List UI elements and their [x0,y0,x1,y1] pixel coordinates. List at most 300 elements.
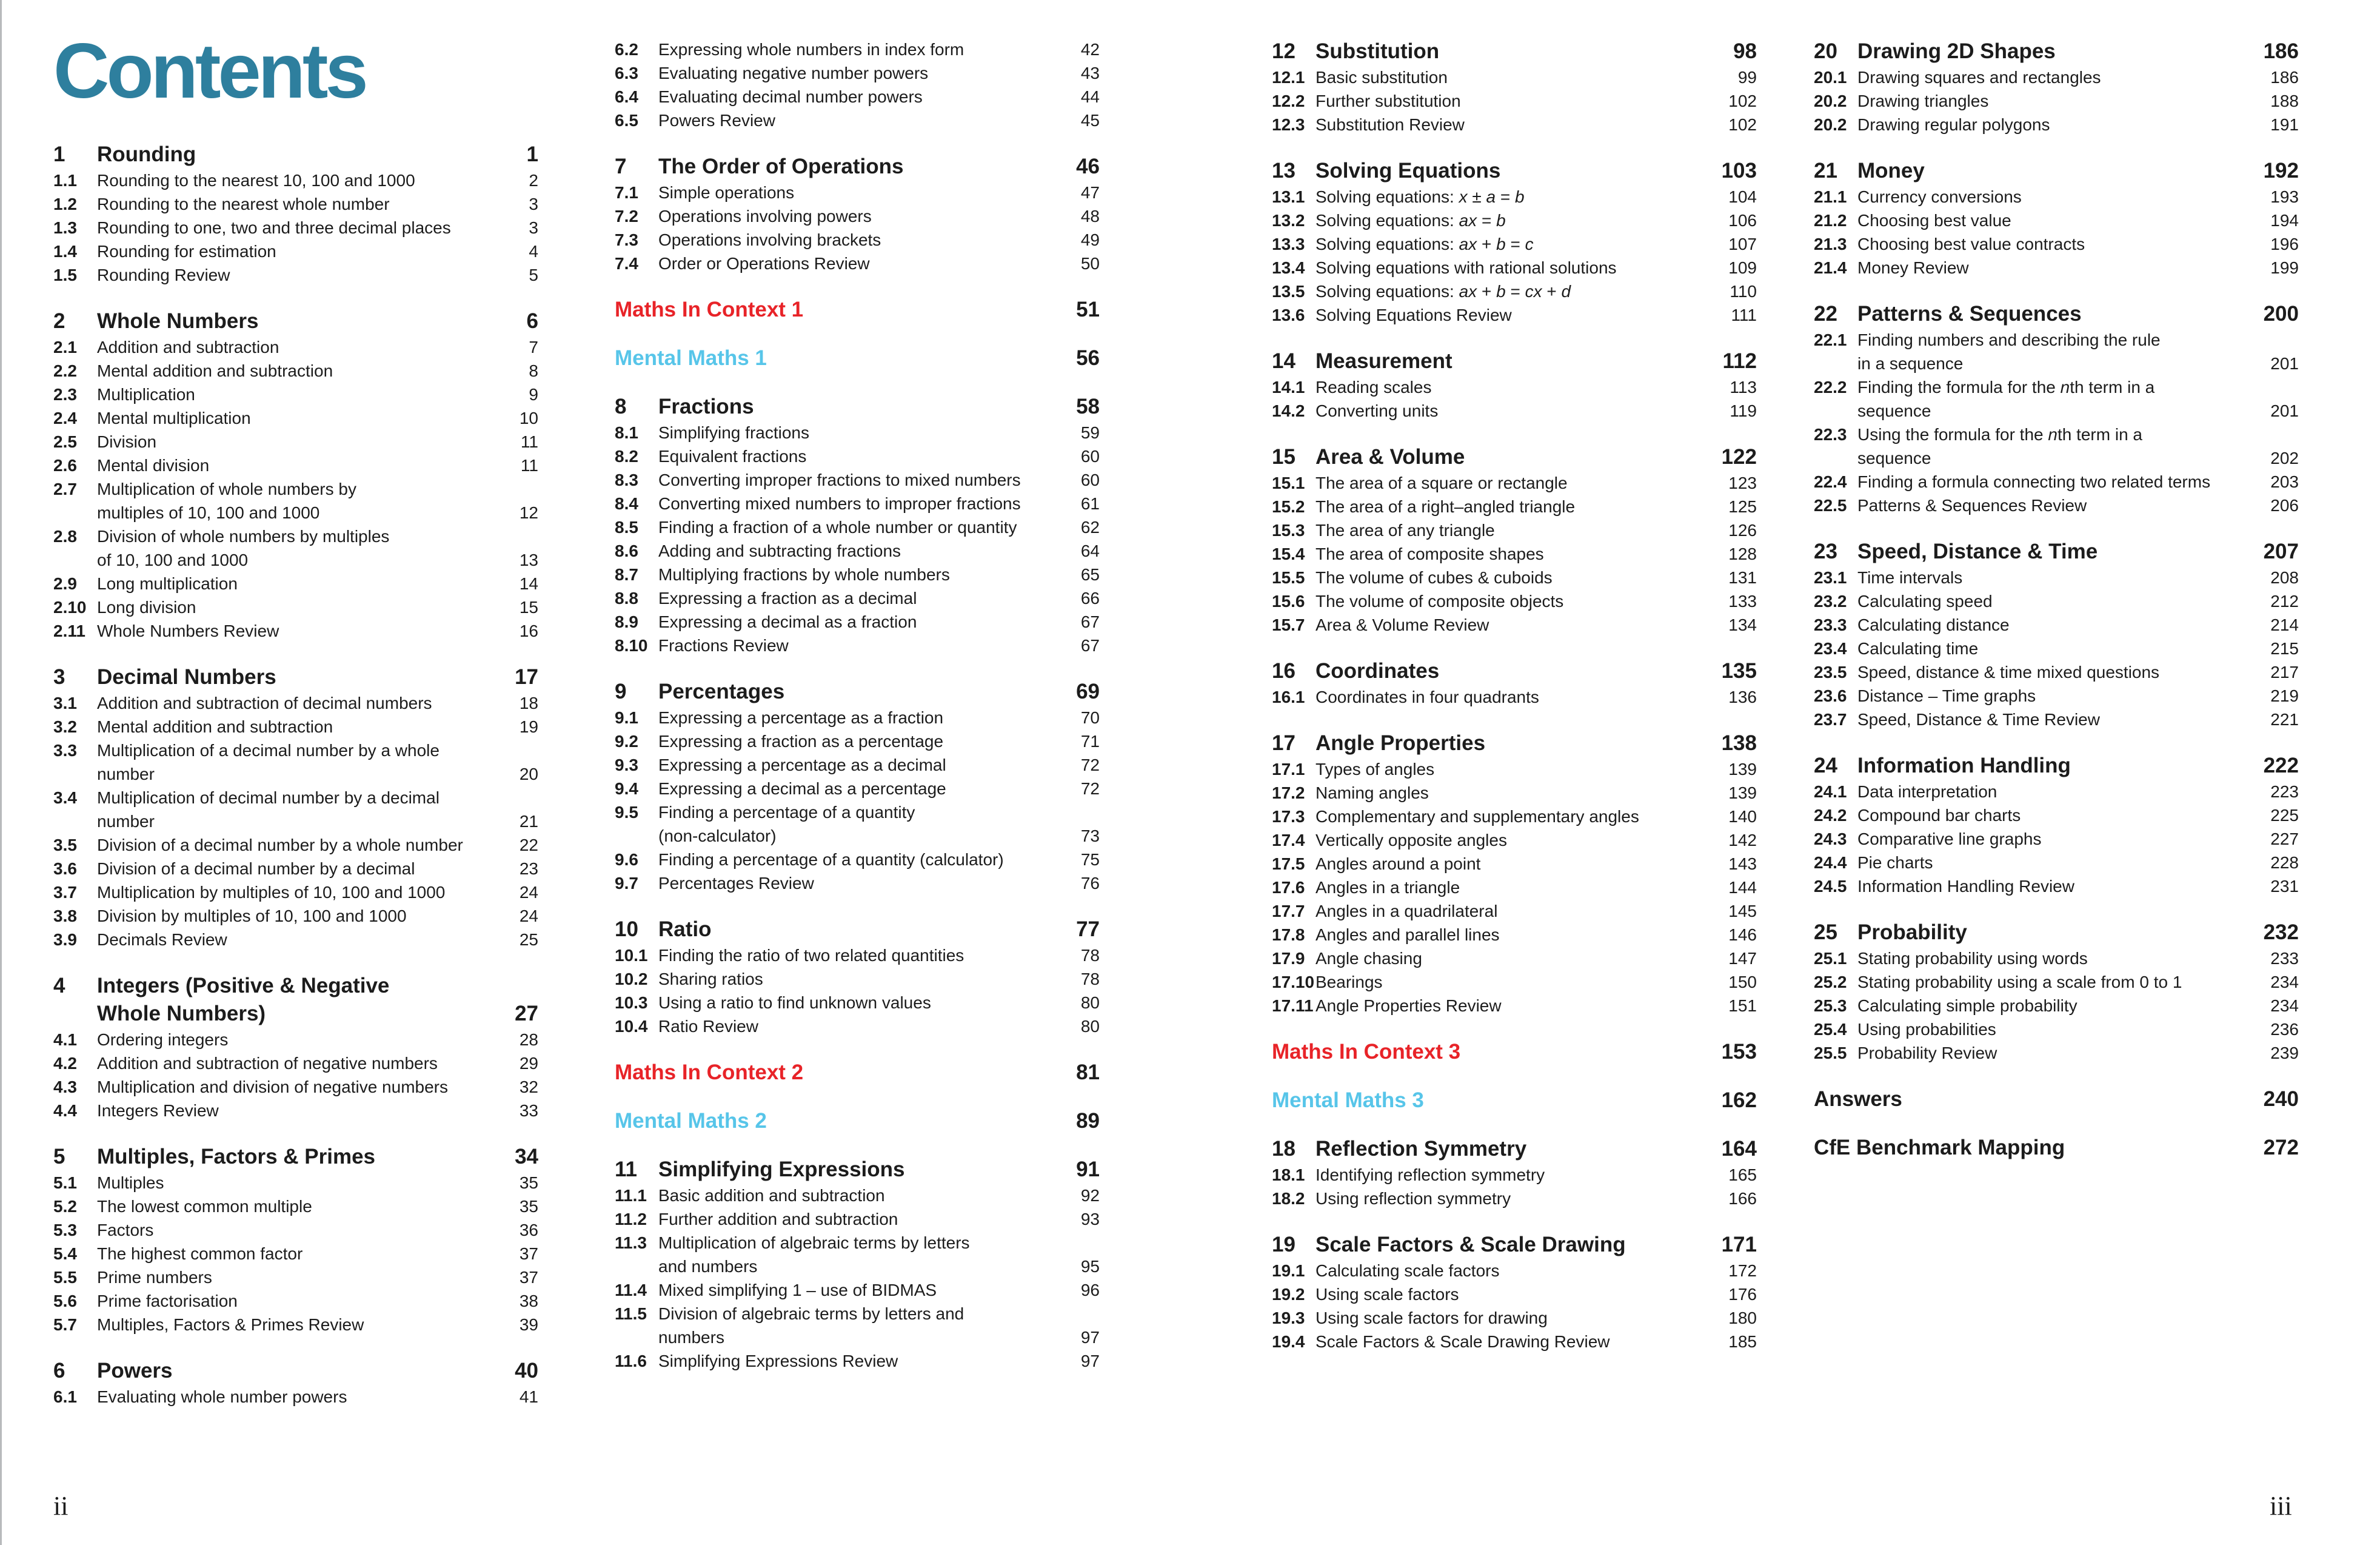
entry-number: 8.4 [615,494,638,513]
entry-page: 134 [1728,615,1757,634]
entry-number: 7.3 [615,230,638,249]
section-row [1814,328,2299,352]
entry-title: Measurement [1315,349,1452,373]
entry-page: 92 [1080,1186,1100,1205]
entry-title: Choosing best value [1857,211,2011,230]
section-row [1272,852,1757,876]
entry-number: 17.4 [1272,831,1305,850]
entry-number: 7 [615,155,627,178]
section-row [53,1242,538,1265]
entry-page: 135 [1721,659,1757,683]
chapter-block-14 [1272,347,1757,423]
entry-number: 20.1 [1814,68,1847,87]
section-row [1272,757,1757,781]
entry-title: Using a ratio to find unknown values [658,993,931,1012]
entry-page: 143 [1728,854,1757,873]
chapter-heading-row [53,141,538,169]
chapter-block-19 [1272,1231,1757,1353]
chapter-block-17 [1272,729,1757,1017]
entry-title: Speed, Distance & Time [1857,540,2098,563]
section-row [615,539,1100,563]
entry-title: Whole Numbers [97,309,259,333]
entry-page: 23 [519,859,538,878]
entry-page: 102 [1728,115,1757,134]
special-heading-block [1272,1087,1757,1114]
entry-title: The area of any triangle [1315,521,1495,540]
entry-title: The volume of composite objects [1315,592,1564,611]
entry-page: 14 [519,574,538,593]
section-row [53,359,538,383]
section-row [615,515,1100,539]
entry-page: 164 [1721,1137,1757,1161]
entry-title: Further substitution [1315,92,1461,110]
entry-page: 145 [1728,902,1757,920]
chapter-block-23 [1814,538,2299,731]
entry-page: 21 [519,812,538,831]
entry-number: 15.2 [1272,497,1305,516]
section-row [1814,780,2299,803]
entry-number: 1.3 [53,218,77,237]
entry-number: 3.9 [53,930,77,949]
entry-page: 272 [2263,1136,2299,1159]
entry-title: Probability Review [1857,1044,1997,1062]
entry-page: 25 [519,930,538,949]
entry-page: 102 [1728,92,1757,110]
entry-page: 11 [520,456,538,475]
section-row [615,38,1100,61]
entry-number: 21.2 [1814,211,1847,230]
chapter-block-24 [1814,752,2299,898]
chapter-heading-row [53,1143,538,1171]
entry-number: 17.8 [1272,925,1305,944]
entry-number: 9.4 [615,779,638,798]
entry-title: Substitution [1315,39,1440,63]
entry-page: 29 [519,1054,538,1073]
section-row [53,169,538,192]
entry-title: Choosing best value contracts [1857,235,2085,253]
section-row [1272,876,1757,899]
entry-page: 32 [519,1077,538,1096]
entry-number: 12.2 [1272,92,1305,110]
entry-title: Expressing a percentage as a decimal [658,756,946,774]
entry-title: Mental addition and subtraction [97,717,333,736]
chapter-block-15 [1272,443,1757,637]
entry-title: Solving equations: ax + b = c [1315,235,1534,253]
section-row [1814,185,2299,209]
entry-title: Expressing a fraction as a decimal [658,589,917,608]
entry-page: 202 [2270,449,2299,468]
entry-title: Long multiplication [97,574,238,593]
entry-number: 2.9 [53,574,77,593]
chapter-heading-row [615,1156,1100,1184]
entry-title: multiples of 10, 100 and 1000 [97,503,320,522]
chapter-block-9 [615,678,1100,895]
entry-title: Comparative line graphs [1857,829,2042,848]
section-row [615,109,1100,132]
section-row [1814,470,2299,494]
entry-title: Converting units [1315,401,1439,420]
entry-number: 15.3 [1272,521,1305,540]
entry-title: Expressing a decimal as a percentage [658,779,946,798]
section-row [1272,781,1757,805]
section-row [615,85,1100,109]
entry-number: 25.4 [1814,1020,1847,1039]
entry-title: Multiplication by multiples of 10, 100 and 1000 [97,883,446,902]
entry-number: 2.4 [53,409,77,427]
entry-page: 199 [2270,258,2299,277]
section-row [53,1099,538,1122]
entry-page: 217 [2270,663,2299,682]
entry-number: 8.2 [615,447,638,466]
entry-page: 113 [1730,378,1757,397]
entry-page: 37 [519,1268,538,1287]
section-row [1814,684,2299,708]
entry-title: Basic substitution [1315,68,1448,87]
entry-page: 11 [520,432,538,451]
entry-number: 22.2 [1814,378,1847,397]
entry-title: The area of composite shapes [1315,545,1544,563]
section-row [615,610,1100,634]
entry-title: Simplifying fractions [658,423,809,442]
entry-number: 20 [1814,39,1837,63]
entry-number: 3.5 [53,836,77,854]
section-row [1814,1041,2299,1065]
entry-title: Coordinates [1315,659,1440,683]
section-row [615,204,1100,228]
section-row [1814,613,2299,637]
section-row [1272,399,1757,423]
entry-title: Mixed simplifying 1 – use of BIDMAS [658,1281,937,1299]
entry-page: 16 [519,622,538,640]
entry-title: Decimals Review [97,930,227,949]
section-row [53,477,538,501]
entry-page: 48 [1080,207,1100,226]
entry-title: Information Handling Review [1857,877,2074,896]
section-row [615,468,1100,492]
entry-page: 207 [2263,540,2299,563]
entry-number: 17.5 [1272,854,1305,873]
section-row [615,252,1100,275]
chapter-block-4 [53,972,538,1122]
entry-page: 201 [2270,354,2299,373]
section-row [1272,495,1757,518]
entry-title: Mental Maths 3 [1272,1088,1424,1112]
section-row [53,572,538,595]
entry-number: 2.11 [53,622,85,640]
entry-page: 10 [519,409,538,427]
entry-number: 10.2 [615,970,648,988]
entry-page: 185 [1728,1332,1757,1351]
entry-number: 9.6 [615,850,638,869]
entry-page: 110 [1730,282,1757,301]
entry-number: 17.9 [1272,949,1305,968]
section-row [615,1184,1100,1207]
entry-number: 17 [1272,731,1295,755]
section-row [1272,899,1757,923]
entry-title: Multiples, Factors & Primes [97,1145,376,1168]
chapter-heading-row [1814,157,2299,185]
entry-page: 93 [1080,1210,1100,1228]
chapter-heading-row [53,307,538,335]
entry-title: Rounding [97,142,196,166]
section-row [53,335,538,359]
section-row [53,691,538,715]
entry-number: 25.3 [1814,996,1847,1015]
entry-page: 147 [1728,949,1757,968]
entry-title: Finding the ratio of two related quantities [658,946,964,965]
entry-page: 76 [1080,874,1100,893]
entry-title: Calculating distance [1857,615,2010,634]
section-row [53,1028,538,1051]
entry-number: 10 [615,917,638,941]
entry-title: Stating probability using a scale from 0 to 1 [1857,973,2182,991]
entry-number: 2.2 [53,361,77,380]
entry-title: Identifying reflection symmetry [1315,1165,1545,1184]
entry-page: 80 [1080,1017,1100,1036]
entry-title: Patterns & Sequences [1857,302,2082,326]
entry-page: 188 [2270,92,2299,110]
section-row [1814,947,2299,970]
entry-title: (non-calculator) [658,826,777,845]
entry-number: 6.1 [53,1387,77,1406]
entry-number: 1.4 [53,242,77,261]
entry-number: 15.5 [1272,568,1305,587]
entry-number: 5.4 [53,1244,77,1263]
entry-number: 8.5 [615,518,638,537]
entry-number: 7.1 [615,183,638,202]
entry-number: 17.7 [1272,902,1305,920]
entry-title: Types of angles [1315,760,1435,779]
entry-title: Distance – Time graphs [1857,686,2036,705]
entry-title: Powers Review [658,111,775,130]
entry-title: Drawing regular polygons [1857,115,2050,134]
entry-number: 4.2 [53,1054,77,1073]
section-row [1814,399,2299,423]
entry-page: 34 [515,1145,538,1168]
entry-number: 8.6 [615,541,638,560]
entry-page: 8 [529,361,538,380]
entry-number: 3.7 [53,883,77,902]
special-heading-block [615,1059,1100,1087]
section-row [53,240,538,263]
entry-page: 236 [2270,1020,2299,1039]
entry-title: Compound bar charts [1857,806,2021,825]
entry-title: Patterns & Sequences Review [1857,496,2087,515]
section-row [1814,352,2299,375]
section-row [53,1195,538,1218]
entry-title: Mental addition and subtraction [97,361,333,380]
entry-page: 196 [2270,235,2299,253]
section-row [1272,65,1757,89]
entry-page: 35 [519,1173,538,1192]
entry-page: 59 [1080,423,1100,442]
section-row [53,524,538,548]
entry-page: 212 [2270,592,2299,611]
entry-number: 15.1 [1272,474,1305,492]
entry-number: 17.10 [1272,973,1315,991]
entry-title: Mental division [97,456,210,475]
entry-number: 3.8 [53,907,77,925]
entry-title: Solving equations: ax = b [1315,211,1506,230]
section-row [1272,280,1757,303]
entry-title: Reading scales [1315,378,1432,397]
entry-number: 3.1 [53,694,77,712]
entry-number: 12.1 [1272,68,1305,87]
entry-title: Powers [97,1359,173,1382]
entry-title: Division by multiples of 10, 100 and 1000 [97,907,407,925]
entry-number: 5.2 [53,1197,77,1216]
entry-title: Multiplication [97,385,195,404]
entry-page: 150 [1728,973,1757,991]
entry-number: 6.2 [615,40,638,59]
entry-page: 60 [1080,447,1100,466]
entry-title: Percentages [658,680,785,703]
section-row [1272,303,1757,327]
section-row [53,501,538,524]
section-row [53,880,538,904]
section-row [1814,874,2299,898]
chapter-heading-row [53,1000,538,1028]
entry-page: 203 [2270,472,2299,491]
special-heading-row [615,1107,1100,1135]
entry-number: 24.4 [1814,853,1847,872]
chapter-heading-row [53,972,538,1000]
entry-number: 23.2 [1814,592,1847,611]
section-row [1272,232,1757,256]
section-row [53,263,538,287]
section-row [53,1385,538,1409]
entry-number: 18.2 [1272,1189,1305,1208]
section-row [615,1231,1100,1255]
entry-title: Finding a percentage of a quantity [658,803,915,822]
entry-title: Operations involving powers [658,207,872,226]
entry-page: 192 [2263,159,2299,183]
entry-page: 144 [1728,878,1757,897]
entry-page: 75 [1080,850,1100,869]
entry-title: Complementary and supplementary angles [1315,807,1639,826]
entry-page: 140 [1728,807,1757,826]
section-row [615,492,1100,515]
section-row [1814,1017,2299,1041]
entry-number: 11 [615,1158,637,1181]
section-row [53,383,538,406]
entry-number: 15 [1272,445,1295,469]
entry-title: Whole Numbers) [97,1002,266,1025]
entry-title: Rounding to the nearest whole number [97,195,390,213]
entry-page: 176 [1728,1285,1757,1304]
section-row [53,1265,538,1289]
chapter-heading-row [1814,38,2299,65]
section-row [1272,542,1757,566]
chapter-heading-row [1272,1135,1757,1163]
section-row [615,777,1100,800]
entry-title: Angles in a quadrilateral [1315,902,1498,920]
section-row [53,904,538,928]
entry-page: 78 [1080,970,1100,988]
special-heading-block [615,344,1100,372]
entry-title: Expressing whole numbers in index form [658,40,964,59]
entry-page: 223 [2270,782,2299,801]
entry-title: Finding a formula connecting two related terms [1857,472,2211,491]
chapter-heading-row [1272,1231,1757,1259]
entry-title: Prime factorisation [97,1292,238,1310]
entry-number: 2.3 [53,385,77,404]
entry-page: 126 [1728,521,1757,540]
entry-page: 234 [2270,973,2299,991]
chapter-block-3 [53,663,538,951]
entry-page: 39 [519,1315,538,1334]
entry-number: 2 [53,309,65,333]
entry-number: 23.6 [1814,686,1847,705]
entry-page: 72 [1080,756,1100,774]
entry-title: Rounding Review [97,266,230,284]
entry-title: Expressing a decimal as a fraction [658,612,917,631]
entry-page: 19 [519,717,538,736]
entry-page: 206 [2270,496,2299,515]
section-row [1272,1306,1757,1330]
entry-page: 98 [1733,39,1757,63]
entry-number: 23.3 [1814,615,1847,634]
toc-column-4 [1814,38,2299,1162]
entry-title: Evaluating whole number powers [97,1387,347,1406]
entry-title: Naming angles [1315,783,1429,802]
entry-title: Solving equations: ax + b = cx + d [1315,282,1571,301]
entry-number: 9.7 [615,874,638,893]
chapter-block-16 [1272,657,1757,709]
page-divider [0,0,2,1545]
entry-number: 19.4 [1272,1332,1305,1351]
entry-title: Integers Review [97,1101,219,1120]
entry-title: The lowest common multiple [97,1197,312,1216]
entry-title: Ordering integers [97,1030,229,1049]
entry-page: 172 [1728,1261,1757,1280]
entry-title: sequence [1857,401,1931,420]
entry-number: 12 [1272,39,1295,63]
entry-page: 24 [519,907,538,925]
entry-number: 13.4 [1272,258,1305,277]
entry-number: 11.5 [615,1304,647,1323]
entry-title: Bearings [1315,973,1383,991]
entry-page: 12 [519,503,538,522]
entry-number: 14.1 [1272,378,1305,397]
entry-number: 15.4 [1272,545,1305,563]
entry-page: 61 [1080,494,1100,513]
section-row [1814,423,2299,446]
entry-title: Money Review [1857,258,1969,277]
section-row [615,181,1100,204]
entry-page: 3 [529,218,538,237]
entry-number: 10.4 [615,1017,648,1036]
entry-title: Adding and subtracting fractions [658,541,901,560]
entry-number: 17.11 [1272,996,1314,1015]
entry-title: Vertically opposite angles [1315,831,1507,850]
entry-title: Angles around a point [1315,854,1481,873]
entry-page: 97 [1080,1352,1100,1370]
entry-title: Evaluating decimal number powers [658,87,923,106]
entry-page: 67 [1080,636,1100,655]
entry-page: 89 [1076,1109,1100,1133]
entry-page: 35 [519,1197,538,1216]
entry-page: 231 [2270,877,2299,896]
entry-title: The area of a right–angled triangle [1315,497,1576,516]
entry-page: 193 [2270,187,2299,206]
entry-title: Converting improper fractions to mixed numbers [658,471,1021,489]
section-row [1814,566,2299,589]
entry-title: Percentages Review [658,874,814,893]
entry-title: Division of a decimal number by a whole number [97,836,463,854]
toc-column-3 [1272,38,1757,1353]
section-row [1272,209,1757,232]
